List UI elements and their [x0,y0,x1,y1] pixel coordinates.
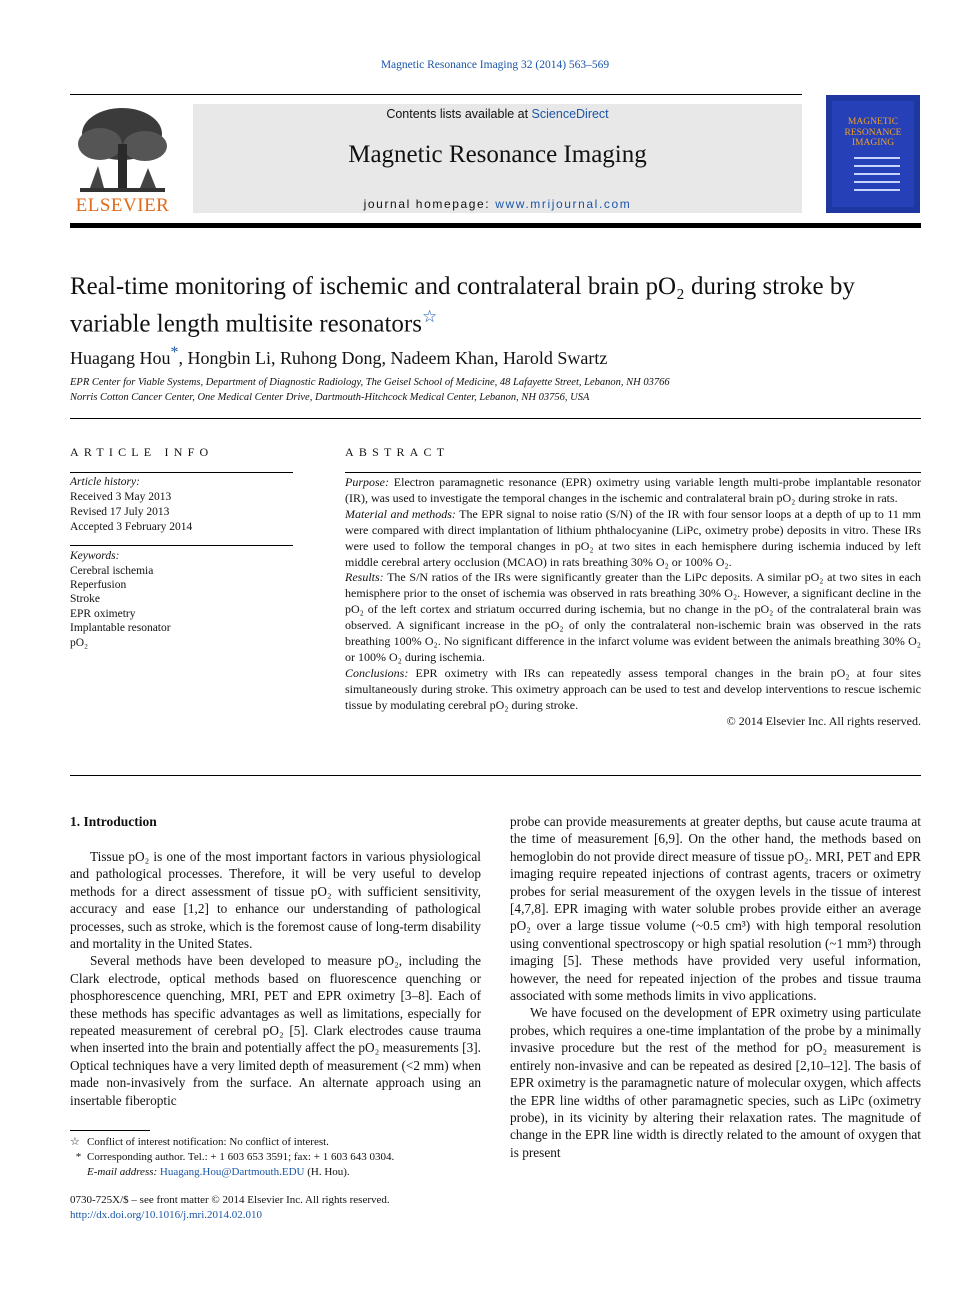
footnote-email [87,1165,350,1180]
elsevier-wordmark: ELSEVIER [75,195,170,216]
first-author: Huagang Hou [70,348,171,368]
keyword: pO₂ [70,637,89,649]
keywords-label: Keywords: [70,550,120,562]
intro-left-column [70,848,481,1109]
affiliation: Norris Cotton Cancer Center, One Medical Center Drive, Dartmouth-Hitchcock Medical Center, Lebanon, NH 03756, USA [70,392,590,403]
abstract-rule [345,472,921,473]
footnote-conflict [70,1135,329,1150]
title-line-2: variable length multisite resonators [70,310,422,338]
sciencedirect-link[interactable]: ScienceDirect [531,107,609,121]
abstract-label: Purpose: [345,475,389,489]
article-title [70,272,930,339]
contents-line [193,107,802,121]
abstract-text: The EPR signal to noise ratio (S/N) of the IR with four sensor loops at a depth of up to 11 mm were compared with direct implantation of lithium phthalocyanine (LiPc, oximetry probe) deposits in vitro. These IRs were used to follow the temporal changes in pO₂ at two sites in each hemisphere during ischemia induced by left middle cerebral artery occlusion (MCAO) in rats breathing 30% O₂ or 100% O₂. [345,506,921,569]
email-suffix: (H. Hou). [304,1166,350,1178]
title-footnote-star[interactable]: ☆ [422,307,438,326]
header-rule [70,94,802,95]
abstract-label: Material and methods: [345,506,456,521]
keyword: EPR oximetry [70,608,136,620]
abstract-results [345,570,921,665]
abstract-body [345,475,921,730]
intro-paragraph: Several methods have been developed to measure pO₂, including the Clark electrode, optical methods based on fluorescence quenching or phosphorescence quenching, MRI, PET and EPR oximetry [3–8]. Each of these methods has specific advantages as well as limitations, especially for repeated measurement of cerebral pO₂ [5]. Clark electrodes cause trauma when inserted into the brain and potentially affect the pO₂ measurements [3]. Optical techniques have a very limited depth of measurement (<2 mm) when made non-invasively from the surface. An alternate approach using an insertable fiberoptic [70,953,481,1108]
article-info-heading: ARTICLE INFO [70,445,214,459]
abstract-purpose [345,475,921,507]
email-link[interactable]: Huagang.Hou@Dartmouth.EDU [159,1166,305,1178]
elsevier-tree-icon [70,104,175,199]
title-line-1: Real-time monitoring of ischemic and contralateral brain pO₂ during stroke by [70,273,855,300]
corresponding-author-mark[interactable]: * [170,344,179,361]
footnote-corr-mark: * [75,1151,82,1163]
history-received: Received 3 May 2013 [70,491,172,503]
section-rule [70,418,921,419]
footnote-corresponding [70,1150,394,1165]
author-list [70,344,607,369]
abstract-copyright: © 2014 Elsevier Inc. All rights reserved. [726,713,921,728]
abstract-text: EPR oximetry with IRs can repeatedly assess temporal changes in the brain pO₂ at four sites simultaneously during stroke. This oximetry approach can be used to test and develop interventions to rescue ischemic tissue by modulating cerebral pO₂ during stroke. [345,665,921,712]
homepage-link[interactable]: www.mrijournal.com [495,197,632,211]
introduction-heading: 1. Introduction [70,814,157,829]
footnote-conflict-text: Conflict of interest notification: No conflict of interest. [87,1136,329,1148]
header-thick-rule [70,223,921,228]
cover-title-line: MAGNETIC [847,117,899,127]
keyword: Reperfusion [70,579,127,591]
intro-paragraph: Tissue pO₂ is one of the most important factors in various physiological and pathological processes. Therefore, it will be very useful to develop methods for a direct assessment of tissue pO₂ with sufficient sensitivity, accuracy and ease [1,2] to enhance our understanding of pathological processes, such as stroke, which is the foremost cause of long-term disability and mortality in the United States. [70,849,481,952]
history-revised: Revised 17 July 2013 [70,506,170,518]
journal-cover [826,95,920,213]
issn-line: 0730-725X/$ – see front matter © 2014 Elsevier Inc. All rights reserved. [70,1194,390,1206]
other-authors: , Hongbin Li, Ruhong Dong, Nadeem Khan, Harold Swartz [178,348,608,368]
abstract-methods [345,507,921,571]
cover-title-line: RESONANCE [844,127,902,138]
homepage-prefix: journal homepage: [363,197,496,211]
keyword: Implantable resonator [70,622,171,634]
abstract-label: Results: [345,570,384,585]
footnote-rule [70,1130,150,1131]
abstract-conclusions [345,666,921,714]
keyword: Cerebral ischemia [70,565,154,577]
section-rule [70,775,921,776]
doi-link[interactable]: http://dx.doi.org/10.1016/j.mri.2014.02.010 [70,1209,262,1221]
journal-homepage [193,197,802,211]
abstract-text: The S/N ratios of the IRs were significantly greater than the LiPc deposits. A similar pO₂ at two sites in each hemisphere prior to the onset of ischemia was observed in rats breathing 30% O₂. However, a significant decline in the pO₂ of the left cortex and striatum occurred during ischemia, but no change in the pO₂ of the contralateral brain was observed. A significant increase in the pO₂ of only the contralateral non-ischemic brain was observed in the rats breathing 100% O₂. No significant difference in the infarct volume was evident between the animals breathing 30% O₂ or 100% O₂ during ischemia. [345,570,921,664]
keywords-rule [70,545,293,546]
journal-citation[interactable]: Magnetic Resonance Imaging 32 (2014) 563–569 [380,59,610,71]
abstract-text: Electron paramagnetic resonance (EPR) oximetry using variable length multi-probe implantable resonator (IR), was used to investigate the temporal changes in the ischemic and contralateral brain pO₂ during stroke in rats. [345,475,921,505]
intro-paragraph-continued: probe can provide measurements at greater depths, but cause acute trauma at the time of measurement [6,9]. On the other hand, the methods based on hemoglobin do not provide direct measure of tissue pO₂. MRI, PET and EPR imaging require repeated injections of contrast agents, tracers or oximetry probes for serial measurement of the oxygen levels in the tissue of interest [4,7,8]. EPR imaging with water soluble probes provide either an average pO₂ over a large tissue volume (~0.5 cm³) with high temporal resolution using conventional spectroscopy or high spatial resolution (~1 mm³) through imaging [5]. These methods have provided very useful information, however, the need for repeated injection of the probes and tissue trauma associated with some methods limits in vivo applications. [510,814,921,1004]
abstract-label: Conclusions: [345,665,409,680]
contents-prefix: Contents lists available at [386,107,532,121]
abstract-heading: ABSTRACT [345,445,450,459]
history-accepted: Accepted 3 February 2014 [70,521,193,533]
footnote-star-mark: ☆ [70,1136,80,1148]
intro-right-column [510,813,921,1161]
journal-name: Magnetic Resonance Imaging [348,141,647,168]
affiliation: EPR Center for Viable Systems, Department of Diagnostic Radiology, The Geisel School of Medicine, 48 Lafayette Street, Lebanon, NH 03766 [70,377,670,388]
cover-title-line: IMAGING [851,138,895,148]
journal-banner [193,104,802,213]
footnote-corresponding-text: Corresponding author. Tel.: + 1 603 653 3591; fax: + 1 603 643 0304. [87,1151,395,1163]
elsevier-logo [70,104,175,216]
intro-paragraph: We have focused on the development of EPR oximetry using particulate probes, which requires a one-time implantation of the probe by a minimally invasive procedure but the rest of the method for pO₂ measurement is entirely non-invasive and can be repeated as desired [2,10–12]. The basis of EPR oximetry is the paramagnetic nature of molecular oxygen, which affects the EPR line widths of other paramagnetic species, such as LiPc (oximetry probe), in its vicinity by altering their relaxation rates. The magnitude of change in the EPR line width is directly related to the amount of oxygen that is present [510,1005,921,1160]
article-info-rule [70,472,293,473]
keyword: Stroke [70,593,101,605]
email-label: E-mail address: [87,1166,158,1178]
history-label: Article history: [70,476,140,488]
